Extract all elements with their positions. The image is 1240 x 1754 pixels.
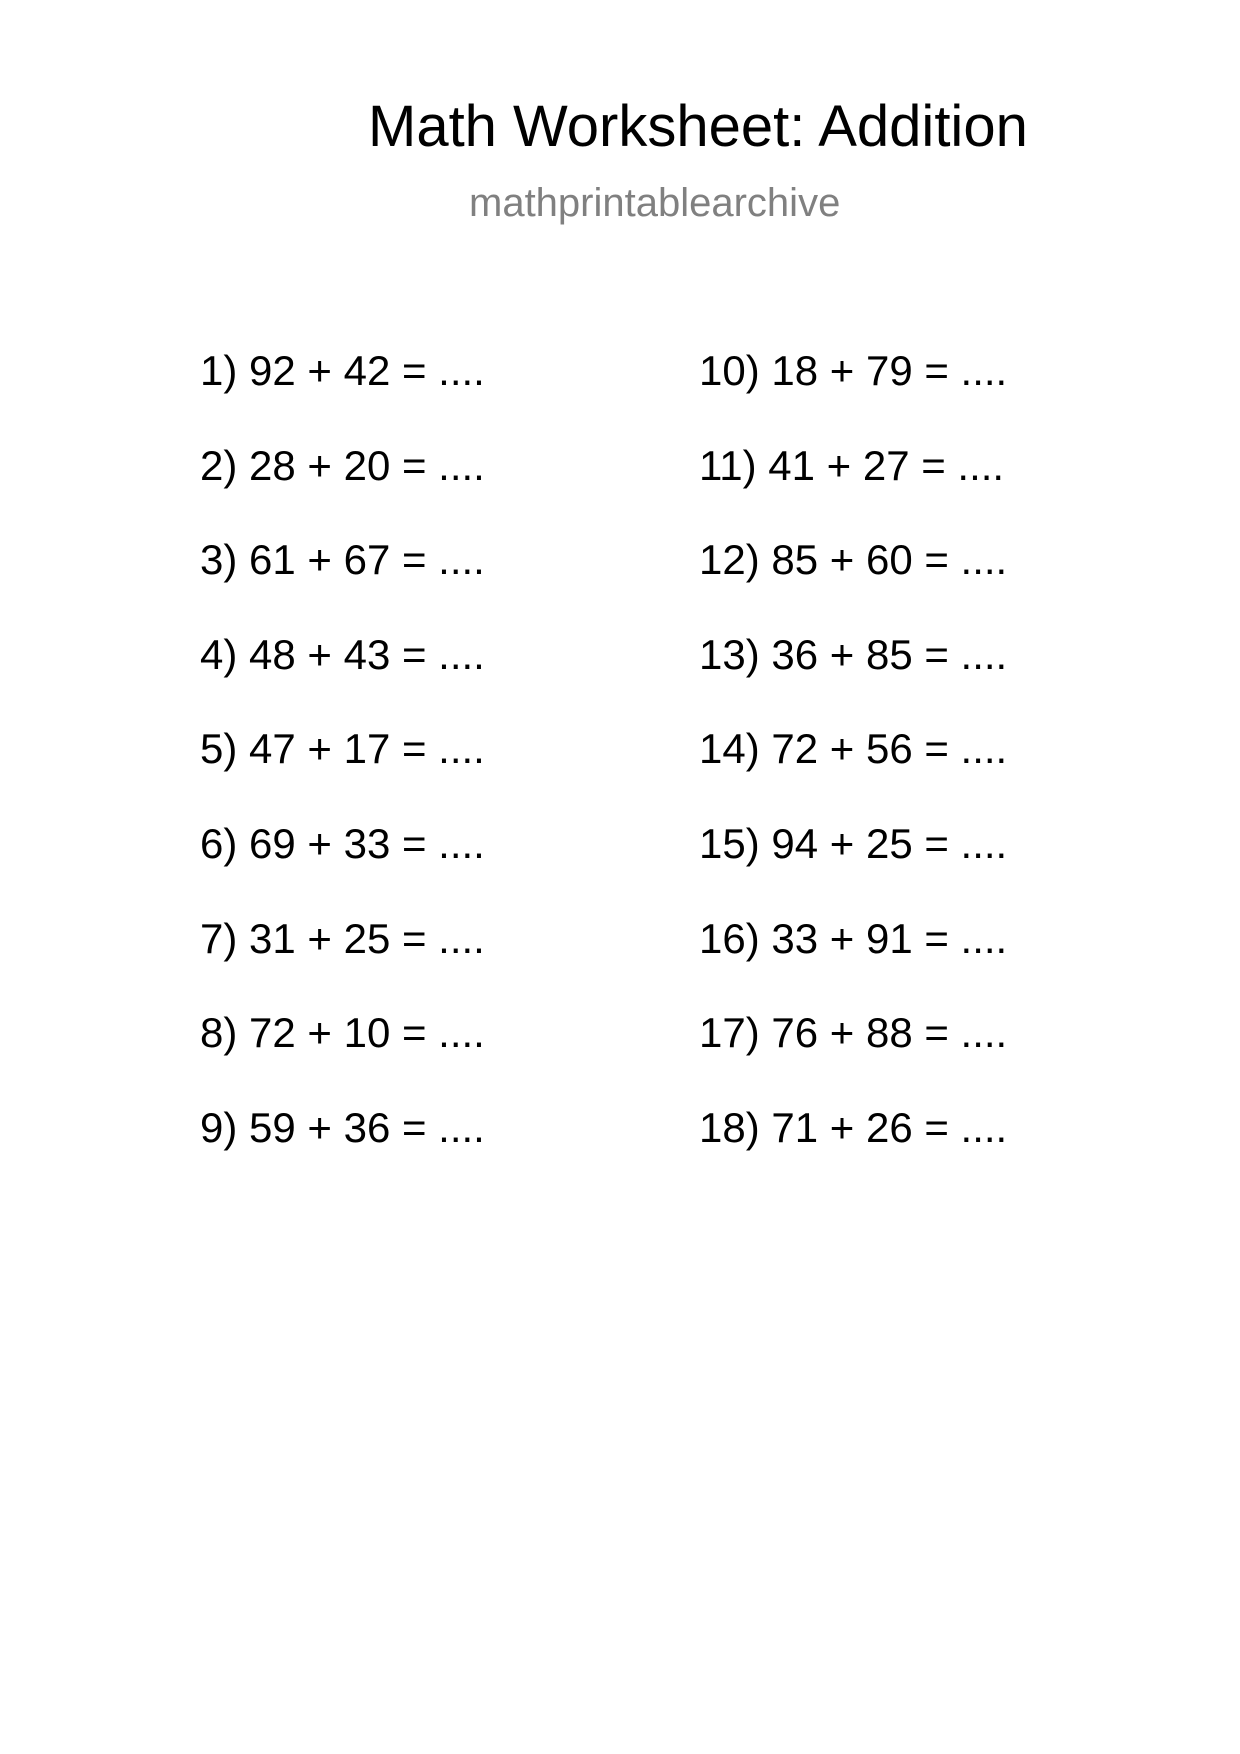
problem-item: 5) 47 + 17 = .... [200,725,485,773]
page-subtitle: mathprintablearchive [469,181,841,225]
problem-item: 18) 71 + 26 = .... [699,1103,1008,1151]
problem-item: 7) 31 + 25 = .... [200,914,485,962]
problem-item: 10) 18 + 79 = .... [699,347,1008,394]
problem-item: 2) 28 + 20 = .... [200,441,485,489]
problem-item: 3) 61 + 67 = .... [200,536,485,584]
problem-item: 16) 33 + 91 = .... [699,914,1008,962]
problem-item: 13) 36 + 85 = .... [699,630,1008,678]
problem-item: 17) 76 + 88 = .... [699,1009,1008,1057]
problem-list-left [200,347,485,1201]
problem-item: 6) 69 + 33 = .... [200,819,485,867]
problem-item: 12) 85 + 60 = .... [699,536,1008,584]
problem-item: 4) 48 + 43 = .... [200,630,485,678]
problem-item: 14) 72 + 56 = .... [699,725,1008,773]
problem-item: 8) 72 + 10 = .... [200,1009,485,1057]
problem-item: 11) 41 + 27 = .... [699,441,1005,489]
problem-item: 15) 94 + 25 = .... [699,819,1008,867]
page-title: Math Worksheet: Addition [368,94,1028,159]
problem-list-right [699,347,1008,1201]
problem-item: 9) 59 + 36 = .... [200,1103,485,1151]
problem-item: 1) 92 + 42 = .... [200,347,485,394]
